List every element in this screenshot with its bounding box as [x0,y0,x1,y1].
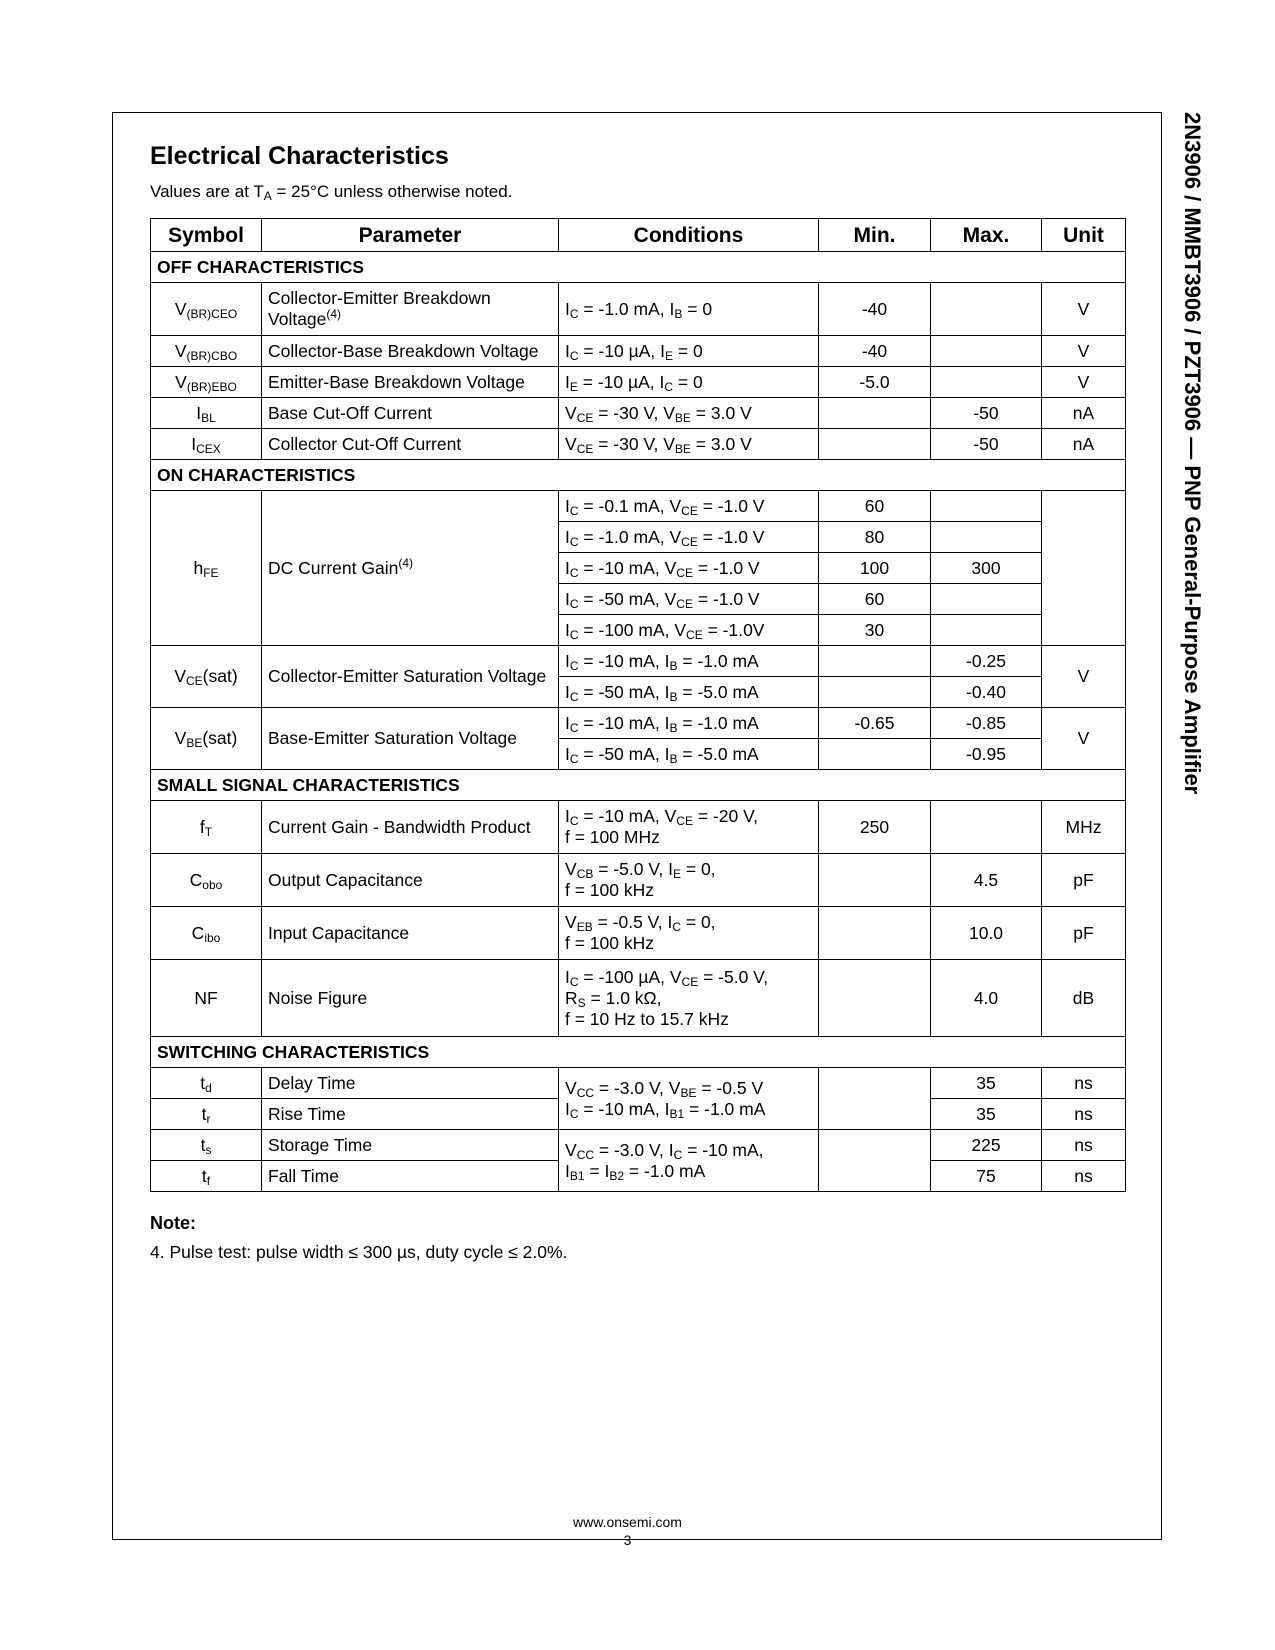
table-row [151,336,1126,367]
unit-cell: MHz [1042,801,1126,854]
min-cell [819,1130,931,1192]
symbol-cell: $t_s$ [151,1130,262,1161]
parameter-cell: Storage Time [262,1130,559,1161]
conditions-cell: $I_C = -0.1$ mA, $V_{CE} = -1.0$ V [559,491,819,522]
min-cell: 60 [819,491,931,522]
footer-url: www.onsemi.com [573,1514,682,1530]
max-cell: 300 [931,553,1042,584]
symbol-cell: $f_T$ [151,801,262,854]
parameter-cell: Collector-Emitter Breakdown Voltage$^{(4)}$ [262,283,559,336]
section-title: ON CHARACTERISTICS [151,460,1126,491]
symbol-cell: $C_{ibo}$ [151,907,262,960]
table-row [151,708,1126,739]
conditions-cell: $I_C = -10$ µA, $I_E = 0$ [559,336,819,367]
section-switching [151,1037,1126,1068]
parameter-cell: Emitter-Base Breakdown Voltage [262,367,559,398]
table-row [151,491,1126,522]
table-row [151,1068,1126,1099]
min-cell: 250 [819,801,931,854]
conditions-cell: $I_C = -50$ mA, $I_B = -5.0$ mA [559,739,819,770]
parameter-cell: DC Current Gain$^{(4)}$ [262,491,559,646]
conditions-cell: $I_C = -10$ mA, $I_B = -1.0$ mA [559,708,819,739]
max-cell [931,367,1042,398]
parameter-cell: Rise Time [262,1099,559,1130]
conditions-cell: $V_{CC} = -3.0$ V, $V_{BE} = -0.5$ V $I_C = -10$ mA, $I_{B1} = -1.0$ mA [559,1068,819,1130]
symbol-cell: NF [151,960,262,1037]
header-parameter: Parameter [262,219,559,252]
symbol-cell: $t_f$ [151,1161,262,1192]
note-text: 4. Pulse test: pulse width ≤ 300 µs, duty cycle ≤ 2.0%. [150,1242,568,1262]
table-header [151,219,1126,252]
unit-cell: V [1042,708,1126,770]
unit-cell: V [1042,367,1126,398]
symbol-cell: $I_{BL}$ [151,398,262,429]
max-cell [931,522,1042,553]
min-cell: 80 [819,522,931,553]
symbol-cell: $V_{(BR)CEO}$ [151,283,262,336]
max-cell [931,283,1042,336]
header-max: Max. [931,219,1042,252]
unit-cell: pF [1042,854,1126,907]
min-cell [819,739,931,770]
unit-cell: ns [1042,1099,1126,1130]
min-cell [819,960,931,1037]
max-cell [931,615,1042,646]
section-title: OFF CHARACTERISTICS [151,252,1126,283]
min-cell [819,677,931,708]
min-cell [819,646,931,677]
unit-cell: pF [1042,907,1126,960]
header-conditions: Conditions [559,219,819,252]
conditions-cell: $I_C = -100$ µA, $V_{CE} = -5.0$ V, $R_S = 1.0$ kΩ, f = 10 Hz to 15.7 kHz [559,960,819,1037]
min-cell: 60 [819,584,931,615]
unit-cell: V [1042,283,1126,336]
conditions-cell: $V_{CB} = -5.0$ V, $I_E = 0$, f = 100 kHz [559,854,819,907]
unit-cell: ns [1042,1130,1126,1161]
max-cell: 4.0 [931,960,1042,1037]
max-cell: -0.85 [931,708,1042,739]
symbol-cell: $V_{(BR)CBO}$ [151,336,262,367]
conditions-note: Values are at $T_A = 25^\circ C$ unless otherwise noted. [150,182,513,203]
table-row [151,907,1126,960]
page-title: Electrical Characteristics [150,142,449,170]
conditions-cell: $I_E = -10$ µA, $I_C = 0$ [559,367,819,398]
conditions-cell: $I_C = -100$ mA, $V_{CE} = -1.0V$ [559,615,819,646]
symbol-cell: $V_{BE}(sat)$ [151,708,262,770]
conditions-cell: $V_{CE} = -30$ V, $V_{BE} = 3.0$ V [559,429,819,460]
parameter-cell: Collector-Base Breakdown Voltage [262,336,559,367]
unit-cell: V [1042,646,1126,708]
parameter-cell: Current Gain - Bandwidth Product [262,801,559,854]
section-title: SWITCHING CHARACTERISTICS [151,1037,1126,1068]
unit-cell: V [1042,336,1126,367]
min-cell: -0.65 [819,708,931,739]
conditions-cell: $I_C = -10$ mA, $I_B = -1.0$ mA [559,646,819,677]
max-cell: 4.5 [931,854,1042,907]
max-cell [931,801,1042,854]
unit-cell: ns [1042,1068,1126,1099]
section-on [151,460,1126,491]
side-title: 2N3906 / MMBT3906 / PZT3906 — PNP General-Purpose Amplifier [1180,112,1205,795]
symbol-cell: $V_{(BR)EBO}$ [151,367,262,398]
table-row [151,367,1126,398]
unit-cell [1042,491,1126,646]
min-cell [819,1068,931,1130]
parameter-cell: Fall Time [262,1161,559,1192]
section-title: SMALL SIGNAL CHARACTERISTICS [151,770,1126,801]
max-cell: 35 [931,1099,1042,1130]
table-row [151,854,1126,907]
electrical-characteristics-table [150,218,1126,1192]
unit-cell: nA [1042,429,1126,460]
max-cell: -0.40 [931,677,1042,708]
max-cell [931,584,1042,615]
table-row [151,1130,1126,1161]
conditions-cell: $I_C = -50$ mA, $I_B = -5.0$ mA [559,677,819,708]
max-cell [931,336,1042,367]
parameter-cell: Collector-Emitter Saturation Voltage [262,646,559,708]
min-cell [819,429,931,460]
parameter-cell: Collector Cut-Off Current [262,429,559,460]
symbol-cell: $V_{CE}(sat)$ [151,646,262,708]
min-cell [819,854,931,907]
min-cell [819,907,931,960]
max-cell: 75 [931,1161,1042,1192]
conditions-cell: $V_{EB} = -0.5$ V, $I_C = 0$, f = 100 kHz [559,907,819,960]
max-cell: -50 [931,429,1042,460]
section-small-signal [151,770,1126,801]
unit-cell: nA [1042,398,1126,429]
symbol-cell: $h_{FE}$ [151,491,262,646]
unit-cell: dB [1042,960,1126,1037]
conditions-cell: $I_C = -10$ mA, $V_{CE} = -1.0$ V [559,553,819,584]
table-row [151,283,1126,336]
table-row [151,646,1126,677]
parameter-cell: Base Cut-Off Current [262,398,559,429]
conditions-cell: $I_C = -1.0$ mA, $V_{CE} = -1.0$ V [559,522,819,553]
header-symbol: Symbol [151,219,262,252]
conditions-cell: $V_{CC} = -3.0$ V, $I_C = -10$ mA, $I_{B1} = I_{B2} = -1.0$ mA [559,1130,819,1192]
max-cell [931,491,1042,522]
symbol-cell: $C_{obo}$ [151,854,262,907]
symbol-cell: $t_d$ [151,1068,262,1099]
conditions-cell: $I_C = -10$ mA, $V_{CE} = -20$ V, f = 100 MHz [559,801,819,854]
header-min: Min. [819,219,931,252]
max-cell: 35 [931,1068,1042,1099]
min-cell: 30 [819,615,931,646]
min-cell: -40 [819,283,931,336]
parameter-cell: Noise Figure [262,960,559,1037]
max-cell: -0.95 [931,739,1042,770]
page-number: 3 [623,1532,632,1548]
min-cell: -5.0 [819,367,931,398]
note-heading: Note: [150,1213,196,1233]
header-unit: Unit [1042,219,1126,252]
max-cell: -0.25 [931,646,1042,677]
conditions-cell: $V_{CE} = -30$ V, $V_{BE} = 3.0$ V [559,398,819,429]
table-row [151,960,1126,1037]
conditions-cell: $I_C = -1.0$ mA, $I_B = 0$ [559,283,819,336]
parameter-cell: Input Capacitance [262,907,559,960]
table-row [151,801,1126,854]
section-off [151,252,1126,283]
conditions-cell: $I_C = -50$ mA, $V_{CE} = -1.0$ V [559,584,819,615]
min-cell: -40 [819,336,931,367]
parameter-cell: Delay Time [262,1068,559,1099]
max-cell: 10.0 [931,907,1042,960]
symbol-cell: $I_{CEX}$ [151,429,262,460]
max-cell: -50 [931,398,1042,429]
min-cell [819,398,931,429]
parameter-cell: Output Capacitance [262,854,559,907]
max-cell: 225 [931,1130,1042,1161]
parameter-cell: Base-Emitter Saturation Voltage [262,708,559,770]
table-row [151,398,1126,429]
table-row [151,429,1126,460]
symbol-cell: $t_r$ [151,1099,262,1130]
min-cell: 100 [819,553,931,584]
unit-cell: ns [1042,1161,1126,1192]
